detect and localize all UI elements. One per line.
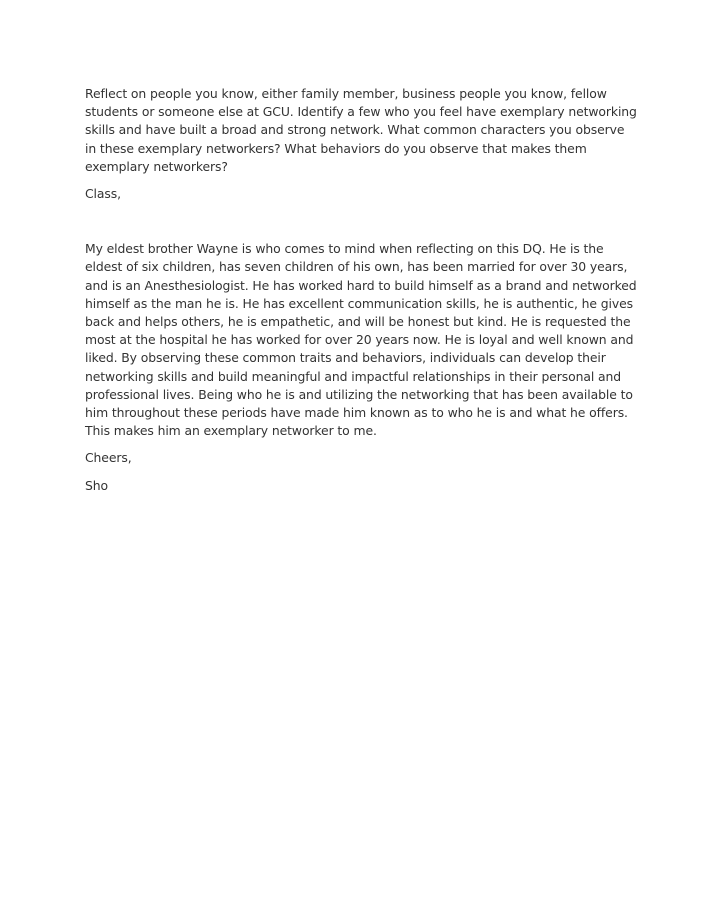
body-paragraph: My eldest brother Wayne is who comes to mind when reflecting on this DQ. He is the eldest of six children, has seven children of his own, has been married for over 30 years, and is an Anesthesiologist. He has worked hard to build himself as a brand and networked himself as the man he is. He has excellent communication skills, he is authentic, he gives back and helps others, he is empathetic, and will be honest but kind. He is requested the most at the hospital he has worked for over 20 years now. He is loyal and well known and liked. By observing these common traits and behaviors, individuals can develop their networking skills and build meaningful and impactful relationships in their personal and professional lives. Being who he is and utilizing the networking that has been available to him throughout these periods have made him known as to who he is and what he offers. This makes him an exemplary networker to me. (85, 241, 637, 439)
greeting: Class, (85, 186, 121, 202)
signature: Sho (85, 477, 108, 493)
document-page (85, 85, 637, 504)
prompt-paragraph: Reflect on people you know, either family member, business people you know, fellow students or someone else at GCU. Identify a few who you feel have exemplary networking skills and have built a broad and strong network. What common characters you observe in these exemplary networkers? What behaviors do you observe that makes them exemplary networkers? (85, 86, 637, 174)
closing: Cheers, (85, 450, 132, 466)
blank-line (85, 212, 637, 240)
